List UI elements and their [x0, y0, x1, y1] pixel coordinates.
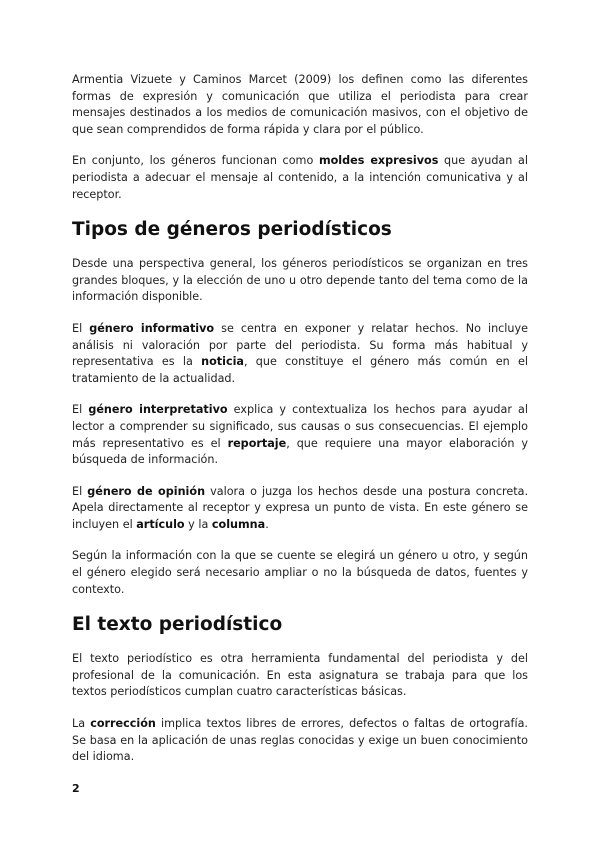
text-run: y la: [184, 517, 212, 531]
text-run: se centra en exponer y relatar hechos. No incluye análisis ni valoración por parte del periodista. Su forma más habitual y representativa es la: [72, 321, 529, 369]
paragraph-genero-interpretativo: [72, 402, 528, 468]
text-run: El: [72, 403, 89, 417]
paragraph-bloques: Desde una perspectiva general, los géneros periodísticos se organizan en tres grandes bloques, y la elección de uno u otro depende tanto del tema como de la información disponible.: [72, 257, 528, 304]
bold-term: género informativo: [89, 321, 215, 335]
paragraph-eleccion-genero: Según la información con la que se cuente se elegirá un género u otro, y según el género elegido será necesario ampliar o no la búsqueda de datos, fuentes y contexto.: [72, 549, 528, 596]
paragraph-correccion: [72, 716, 528, 766]
text-run: explica y contextualiza los hechos para ayudar al lector a comprender su significado, sus causas o sus consecuencias. El ejemplo más representativo es el: [72, 403, 529, 450]
text-run: implica textos libres de errores, defectos o faltas de ortografía. Se basa en la aplicación de unas reglas conocidas y exige un buen conocimiento del idioma.: [72, 717, 528, 764]
intro-paragraph-moldes: [72, 153, 528, 203]
bold-term: corrección: [90, 717, 156, 731]
text-run: El: [72, 321, 90, 335]
bold-term: reportaje: [227, 436, 287, 450]
page-number: 2: [72, 782, 80, 795]
text-run: , que requiere una mayor elaboración y búsqueda de información.: [72, 436, 528, 467]
bold-term: artículo: [136, 517, 185, 531]
text-run: .: [265, 517, 269, 531]
paragraph-texto-periodistico: El texto periodístico es otra herramienta fundamental del periodista y del profesional de la comunicación. En esta asignatura se trabaja para que los textos periodísticos cumplan cuatro características básicas.: [72, 652, 528, 699]
bold-term: género de opinión: [87, 484, 206, 498]
text-run: valora o juzga los hechos desde una postura concreta. Apela directamente al receptor y expresa un punto de vista. En este género se incluyen el: [72, 484, 528, 531]
section-heading-texto: El texto periodístico: [72, 614, 283, 636]
intro-paragraph-definition: Armentia Vizuete y Caminos Marcet (2009) los definen como las diferentes formas de expresión y comunicación que utiliza el periodista para crear mensajes destinados a los medios de comunicación masivos, con el objetivo de que sean comprendidos de forma rápida y clara por el público.: [72, 73, 528, 136]
text-run: El: [72, 484, 88, 498]
text-run: que ayudan al periodista a adecuar el mensaje al contenido, a la intención comunicativa y al receptor.: [72, 154, 528, 201]
bold-term: noticia: [201, 355, 244, 369]
document-page: [72, 72, 528, 781]
bold-term: género interpretativo: [88, 403, 228, 417]
text-run: En conjunto, los géneros funcionan como: [72, 154, 319, 168]
paragraph-genero-opinion: [72, 484, 528, 534]
text-run: , que constituye el género más común en el tratamiento de la actualidad.: [72, 355, 528, 385]
paragraph-genero-informativo: [72, 321, 528, 387]
text-run: La: [72, 717, 91, 731]
bold-term: columna: [211, 517, 266, 531]
section-heading-tipos: Tipos de géneros periodísticos: [72, 219, 392, 241]
bold-term: moldes expresivos: [318, 154, 439, 168]
